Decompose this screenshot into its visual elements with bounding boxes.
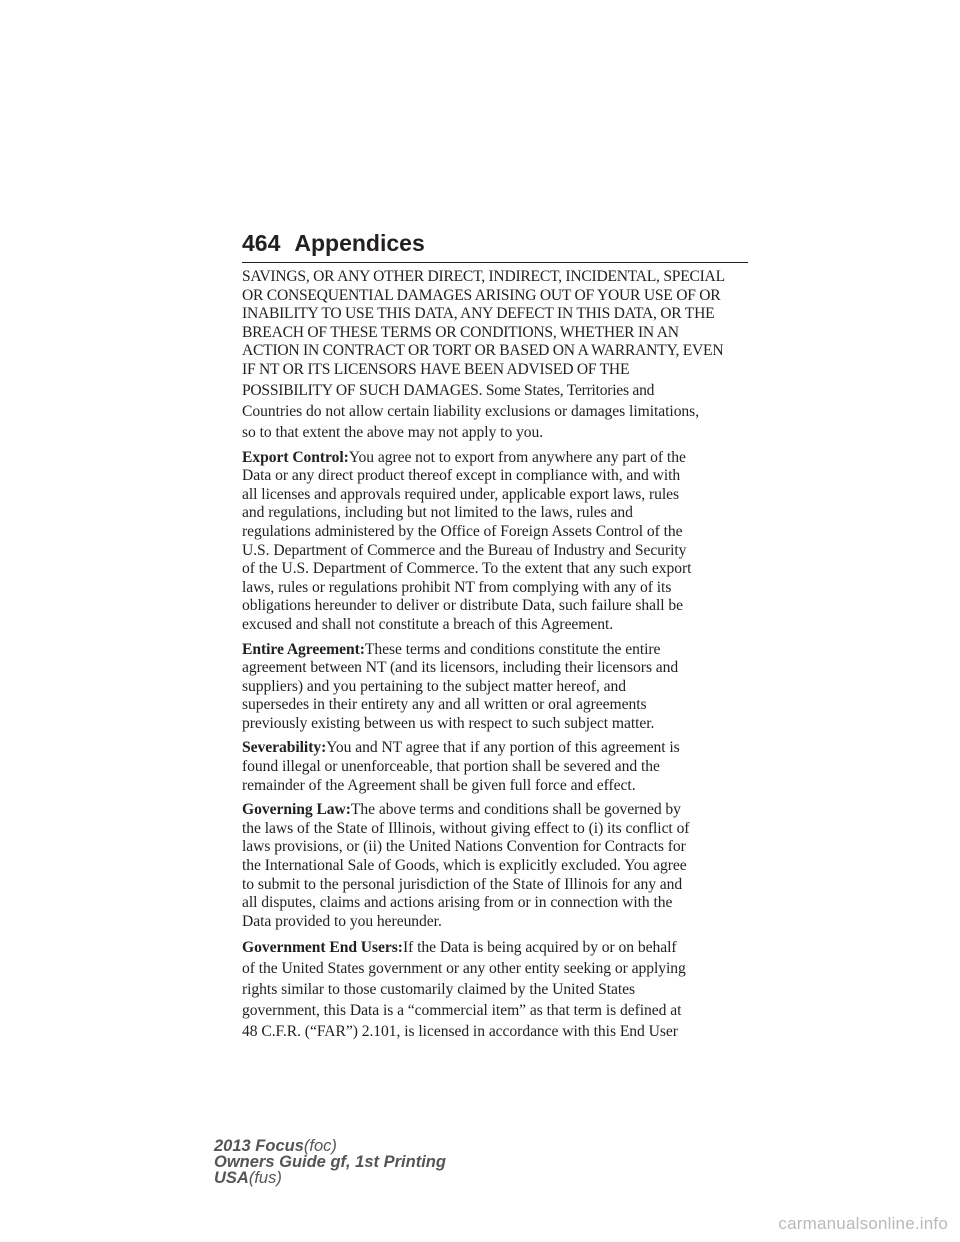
text-line: agreement between NT (and its licensors, including their licensors and	[242, 659, 679, 677]
watermark-text: carmanualsonline.info	[778, 1214, 948, 1233]
text-fragment: If the Data is being acquired by or on behalf	[402, 939, 677, 957]
text-line: regulations administered by the Office of Foreign Assets Control of the	[242, 522, 683, 540]
text-line: IF NT OR ITS LICENSORS HAVE BEEN ADVISED OF THE	[242, 360, 630, 378]
paragraph-governing-law	[242, 801, 750, 931]
footer-model-code: (foc)	[303, 1137, 337, 1155]
text-line	[242, 801, 750, 820]
text-line: government, this Data is a “commercial item” as that term is defined at	[242, 1002, 682, 1020]
text-line: U.S. Department of Commerce and the Bureau of Industry and Security	[242, 541, 687, 559]
text-line: of the United States government or any other entity seeking or applying	[242, 960, 686, 978]
paragraph-government-end-users	[242, 937, 750, 1042]
text-line: all licenses and approvals required under, applicable export laws, rules	[242, 485, 680, 503]
term-severability: Severability:	[242, 739, 327, 757]
text-line: suppliers) and you pertaining to the subject matter hereof, and	[242, 677, 626, 695]
text-line	[242, 641, 750, 660]
text-line: BREACH OF THESE TERMS OR CONDITIONS, WHETHER IN AN	[242, 323, 679, 341]
text-line: to submit to the personal jurisdiction of the State of Illinois for any and	[242, 875, 683, 893]
text-line: Data provided to you hereunder.	[242, 912, 442, 930]
text-line: Data or any direct product thereof except in compliance with, and with	[242, 467, 681, 485]
text-line: POSSIBILITY OF SUCH DAMAGES. Some States, Territories and	[242, 381, 655, 399]
text-line: SAVINGS, OR ANY OTHER DIRECT, INDIRECT, INCIDENTAL, SPECIAL	[242, 268, 725, 285]
text-line: all disputes, claims and actions arising from or in connection with the	[242, 894, 673, 912]
text-line: supersedes in their entirety any and all written or oral agreements	[242, 696, 647, 714]
text-line: OR CONSEQUENTIAL DAMAGES ARISING OUT OF YOUR USE OF OR	[242, 286, 721, 304]
text-fragment: You agree not to export from anywhere any part of the	[348, 448, 686, 466]
paragraph-liability	[242, 268, 750, 443]
paragraph-severability	[242, 739, 750, 795]
page-header	[242, 228, 748, 263]
text-line: the laws of the State of Illinois, without giving effect to (i) its conflict of	[242, 819, 690, 837]
text-line: previously existing between us with respect to such subject matter.	[242, 714, 655, 732]
text-line: obligations hereunder to deliver or distribute Data, such failure shall be	[242, 597, 684, 615]
text-line	[242, 449, 750, 468]
text-line	[242, 937, 750, 958]
footer-market: USA	[214, 1169, 249, 1187]
text-line	[242, 739, 750, 758]
text-line: Countries do not allow certain liability exclusions or damages limitations,	[242, 402, 700, 420]
document-body	[242, 268, 750, 1048]
text-line: and regulations, including but not limited to the laws, rules and	[242, 504, 633, 522]
footer-market-code: (fus)	[248, 1169, 282, 1187]
footer-guide: Owners Guide gf, 1st Printing	[214, 1153, 446, 1171]
text-line: laws provisions, or (ii) the United Nations Convention for Contracts for	[242, 838, 686, 856]
paragraph-export-control	[242, 449, 750, 635]
term-government-end-users: Government End Users:	[242, 939, 403, 957]
text-fragment: These terms and conditions constitute the entire	[364, 640, 661, 658]
footer-model: 2013 Focus	[214, 1137, 304, 1155]
term-entire-agreement: Entire Agreement:	[242, 640, 365, 658]
footer-line	[214, 1170, 446, 1186]
text-line: of the U.S. Department of Commerce. To the extent that any such export	[242, 560, 692, 578]
text-fragment: You and NT agree that if any portion of this agreement is	[326, 739, 680, 757]
term-governing-law: Governing Law:	[242, 801, 351, 819]
text-fragment: The above terms and conditions shall be governed by	[350, 801, 681, 819]
text-line: rights similar to those customarily claimed by the United States	[242, 981, 636, 999]
section-title: Appendices	[294, 230, 425, 256]
paragraph-entire-agreement	[242, 641, 750, 734]
text-line: so to that extent the above may not apply to you.	[242, 423, 544, 441]
footer-line	[214, 1138, 446, 1154]
text-line: INABILITY TO USE THIS DATA, ANY DEFECT IN THIS DATA, OR THE	[242, 305, 715, 323]
text-line: found illegal or unenforceable, that portion shall be severed and the	[242, 758, 660, 776]
page-number: 464	[242, 230, 281, 256]
print-footer	[214, 1138, 446, 1186]
text-line: laws, rules or regulations prohibit NT from complying with any of its	[242, 578, 672, 596]
text-line: the International Sale of Goods, which is explicitly excluded. You agree	[242, 857, 687, 875]
text-line: ACTION IN CONTRACT OR TORT OR BASED ON A WARRANTY, EVEN	[242, 342, 724, 360]
text-line: 48 C.F.R. (“FAR”) 2.101, is licensed in accordance with this End User	[242, 1023, 678, 1041]
term-export-control: Export Control:	[242, 448, 349, 466]
text-line: remainder of the Agreement shall be given full force and effect.	[242, 776, 636, 794]
text-line: excused and shall not constitute a breach of this Agreement.	[242, 615, 614, 633]
